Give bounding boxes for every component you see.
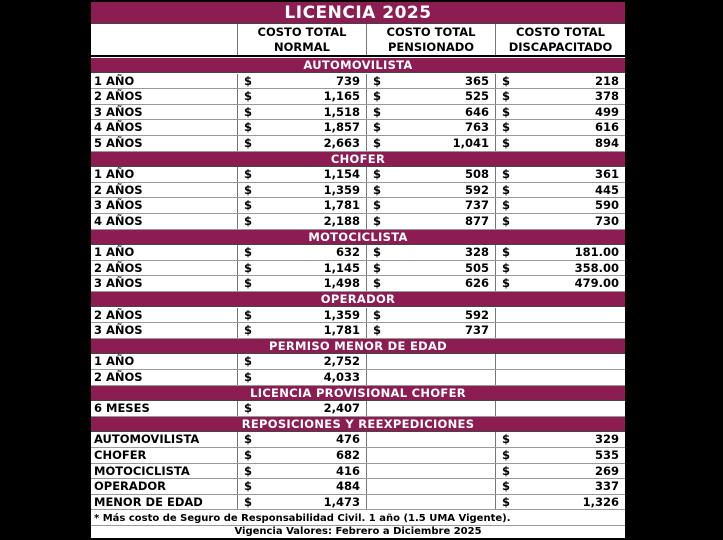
price-value: 484 bbox=[335, 479, 360, 494]
price-value: 1,359 bbox=[323, 307, 360, 322]
price-value: 1,498 bbox=[323, 276, 360, 291]
price-cell bbox=[366, 401, 495, 416]
row-label: 1 AÑO bbox=[94, 354, 135, 369]
price-value: 508 bbox=[464, 167, 489, 182]
price-value: 416 bbox=[335, 463, 360, 478]
currency-symbol: $ bbox=[373, 182, 382, 197]
price-cell bbox=[495, 323, 625, 338]
validity-note: Vigencia Valores: Febrero a Diciembre 2025 bbox=[234, 526, 482, 537]
table-row bbox=[91, 261, 625, 277]
price-cell bbox=[366, 323, 495, 338]
price-cell bbox=[495, 183, 625, 198]
currency-symbol: $ bbox=[502, 136, 511, 150]
row-label: 5 AÑOS bbox=[94, 136, 143, 150]
price-cell bbox=[366, 432, 495, 447]
table-row bbox=[91, 323, 625, 339]
currency-symbol: $ bbox=[373, 136, 382, 150]
price-value: 269 bbox=[594, 463, 619, 478]
price-cell bbox=[237, 276, 366, 291]
currency-symbol: $ bbox=[373, 323, 382, 338]
row-label: 1 AÑO bbox=[94, 245, 135, 260]
row-label: 6 MESES bbox=[94, 401, 150, 416]
price-value: 4,033 bbox=[323, 370, 360, 384]
price-value: 592 bbox=[464, 307, 489, 322]
price-value: 218 bbox=[594, 73, 619, 88]
price-value: 1,857 bbox=[323, 120, 360, 135]
table-row bbox=[91, 448, 625, 464]
price-value: 525 bbox=[464, 89, 489, 104]
price-cell bbox=[366, 183, 495, 198]
price-value: 1,359 bbox=[323, 182, 360, 197]
table-row bbox=[91, 136, 625, 152]
price-cell bbox=[366, 448, 495, 463]
price-cell bbox=[495, 370, 625, 385]
table-row bbox=[91, 105, 625, 121]
price-cell bbox=[495, 120, 625, 135]
price-cell bbox=[495, 495, 625, 510]
price-cell bbox=[495, 261, 625, 276]
currency-symbol: $ bbox=[244, 136, 253, 150]
header-pensionado: COSTO TOTAL PENSIONADO bbox=[366, 24, 495, 55]
currency-symbol: $ bbox=[502, 214, 511, 228]
price-value: 894 bbox=[594, 136, 619, 150]
currency-symbol: $ bbox=[244, 182, 253, 197]
currency-symbol: $ bbox=[244, 479, 253, 494]
price-value: 877 bbox=[464, 214, 489, 228]
price-value: 505 bbox=[464, 260, 489, 275]
price-value: 646 bbox=[464, 104, 489, 119]
row-label: 2 AÑOS bbox=[94, 307, 143, 322]
price-cell bbox=[495, 276, 625, 291]
price-value: 535 bbox=[594, 448, 619, 462]
section-header: OPERADOR bbox=[91, 292, 625, 307]
price-cell bbox=[366, 105, 495, 120]
currency-symbol: $ bbox=[502, 494, 511, 509]
price-value: 763 bbox=[464, 120, 489, 135]
price-cell bbox=[366, 495, 495, 510]
price-cell bbox=[495, 74, 625, 89]
price-cell bbox=[495, 198, 625, 213]
row-label: 3 AÑOS bbox=[94, 276, 143, 291]
currency-symbol: $ bbox=[373, 307, 382, 322]
price-cell bbox=[237, 354, 366, 369]
row-label: OPERADOR bbox=[94, 479, 166, 494]
price-cell bbox=[366, 261, 495, 276]
price-value: 1,145 bbox=[323, 260, 360, 275]
row-label: CHOFER bbox=[94, 448, 147, 462]
table-row bbox=[91, 198, 625, 214]
price-cell bbox=[237, 495, 366, 510]
row-label: 3 AÑOS bbox=[94, 104, 143, 119]
price-value: 2,752 bbox=[323, 354, 360, 369]
price-value: 1,781 bbox=[323, 323, 360, 338]
currency-symbol: $ bbox=[502, 448, 511, 462]
price-cell bbox=[237, 323, 366, 338]
price-cell bbox=[237, 120, 366, 135]
table-row bbox=[91, 308, 625, 324]
table-row bbox=[91, 464, 625, 480]
price-value: 358.00 bbox=[574, 260, 619, 275]
price-cell bbox=[366, 464, 495, 479]
price-cell bbox=[366, 479, 495, 494]
table-row bbox=[91, 432, 625, 448]
currency-symbol: $ bbox=[244, 214, 253, 228]
price-value: 730 bbox=[594, 214, 619, 228]
price-cell bbox=[237, 105, 366, 120]
column-header-row bbox=[91, 24, 625, 57]
price-cell bbox=[366, 245, 495, 260]
row-label: 2 AÑOS bbox=[94, 370, 143, 384]
price-value: 328 bbox=[464, 245, 489, 260]
price-cell bbox=[237, 261, 366, 276]
currency-symbol: $ bbox=[373, 260, 382, 275]
currency-symbol: $ bbox=[373, 198, 382, 213]
price-cell bbox=[495, 464, 625, 479]
price-value: 616 bbox=[594, 120, 619, 135]
row-label: 1 AÑO bbox=[94, 73, 135, 88]
price-value: 337 bbox=[594, 479, 619, 494]
currency-symbol: $ bbox=[373, 120, 382, 135]
section-header: REPOSICIONES Y REEXPEDICIONES bbox=[91, 417, 625, 432]
currency-symbol: $ bbox=[244, 401, 253, 416]
price-cell bbox=[237, 464, 366, 479]
price-value: 181.00 bbox=[574, 245, 619, 260]
price-cell bbox=[495, 105, 625, 120]
currency-symbol: $ bbox=[244, 260, 253, 275]
currency-symbol: $ bbox=[502, 104, 511, 119]
section-header: CHOFER bbox=[91, 152, 625, 167]
header-normal: COSTO TOTAL NORMAL bbox=[237, 24, 366, 55]
price-cell bbox=[366, 120, 495, 135]
table-title: LICENCIA 2025 bbox=[91, 2, 625, 24]
price-cell bbox=[237, 214, 366, 229]
currency-symbol: $ bbox=[373, 167, 382, 182]
price-cell bbox=[237, 198, 366, 213]
price-cell bbox=[366, 89, 495, 104]
currency-symbol: $ bbox=[244, 167, 253, 182]
row-label: AUTOMOVILISTA bbox=[94, 432, 200, 447]
section-header: PERMISO MENOR DE EDAD bbox=[91, 339, 625, 354]
price-cell bbox=[495, 214, 625, 229]
price-cell bbox=[237, 432, 366, 447]
currency-symbol: $ bbox=[502, 432, 511, 447]
row-label: 3 AÑOS bbox=[94, 198, 143, 213]
table-row bbox=[91, 183, 625, 199]
price-cell bbox=[366, 167, 495, 182]
price-cell bbox=[366, 136, 495, 151]
row-label: MOTOCICLISTA bbox=[94, 463, 190, 478]
currency-symbol: $ bbox=[244, 307, 253, 322]
currency-symbol: $ bbox=[244, 494, 253, 509]
price-value: 2,407 bbox=[323, 401, 360, 416]
price-cell bbox=[237, 89, 366, 104]
price-value: 632 bbox=[335, 245, 360, 260]
row-label: 2 AÑOS bbox=[94, 89, 143, 104]
currency-symbol: $ bbox=[373, 214, 382, 228]
price-cell bbox=[237, 401, 366, 416]
price-cell bbox=[366, 198, 495, 213]
price-cell bbox=[366, 308, 495, 323]
currency-symbol: $ bbox=[373, 276, 382, 291]
price-cell bbox=[495, 308, 625, 323]
table-row bbox=[91, 479, 625, 495]
price-value: 626 bbox=[464, 276, 489, 291]
currency-symbol: $ bbox=[244, 463, 253, 478]
table-row bbox=[91, 495, 625, 511]
row-label: 2 AÑOS bbox=[94, 260, 143, 275]
currency-symbol: $ bbox=[502, 463, 511, 478]
price-value: 1,165 bbox=[323, 89, 360, 104]
table-row bbox=[91, 89, 625, 105]
row-label: 4 AÑOS bbox=[94, 120, 143, 135]
price-value: 1,518 bbox=[323, 104, 360, 119]
price-value: 365 bbox=[464, 73, 489, 88]
license-price-table bbox=[91, 2, 625, 538]
price-cell bbox=[237, 167, 366, 182]
currency-symbol: $ bbox=[502, 120, 511, 135]
footnote: * Más costo de Seguro de Responsabilidad Civil. 1 año (1.5 UMA Vigente). bbox=[91, 511, 625, 526]
price-cell bbox=[237, 245, 366, 260]
row-label: 4 AÑOS bbox=[94, 214, 143, 228]
row-label: MENOR DE EDAD bbox=[94, 494, 203, 509]
price-value: 479.00 bbox=[574, 276, 619, 291]
currency-symbol: $ bbox=[244, 198, 253, 213]
currency-symbol: $ bbox=[502, 479, 511, 494]
price-value: 1,041 bbox=[452, 136, 489, 150]
price-value: 1,154 bbox=[323, 167, 360, 182]
price-value: 1,326 bbox=[582, 494, 619, 509]
price-cell bbox=[495, 89, 625, 104]
currency-symbol: $ bbox=[502, 182, 511, 197]
currency-symbol: $ bbox=[502, 167, 511, 182]
section-header: AUTOMOVILISTA bbox=[91, 58, 625, 73]
currency-symbol: $ bbox=[244, 104, 253, 119]
table-row bbox=[91, 245, 625, 261]
price-cell bbox=[237, 479, 366, 494]
currency-symbol: $ bbox=[502, 245, 511, 260]
price-cell bbox=[237, 136, 366, 151]
price-cell bbox=[495, 354, 625, 369]
price-value: 590 bbox=[594, 198, 619, 213]
price-cell bbox=[495, 479, 625, 494]
table-row bbox=[91, 276, 625, 292]
price-cell bbox=[495, 432, 625, 447]
price-value: 2,663 bbox=[323, 136, 360, 150]
header-discapacitado: COSTO TOTAL DISCAPACITADO bbox=[495, 24, 625, 55]
price-cell bbox=[495, 401, 625, 416]
currency-symbol: $ bbox=[502, 260, 511, 275]
price-cell bbox=[366, 276, 495, 291]
currency-symbol: $ bbox=[244, 432, 253, 447]
currency-symbol: $ bbox=[373, 89, 382, 104]
currency-symbol: $ bbox=[373, 245, 382, 260]
price-value: 682 bbox=[335, 448, 360, 462]
price-value: 737 bbox=[464, 198, 489, 213]
price-value: 445 bbox=[594, 182, 619, 197]
price-value: 1,781 bbox=[323, 198, 360, 213]
price-cell bbox=[237, 74, 366, 89]
table-row bbox=[91, 74, 625, 90]
table-row bbox=[91, 214, 625, 230]
price-value: 592 bbox=[464, 182, 489, 197]
currency-symbol: $ bbox=[244, 370, 253, 384]
price-value: 1,473 bbox=[323, 494, 360, 509]
price-value: 2,188 bbox=[323, 214, 360, 228]
row-label: 1 AÑO bbox=[94, 167, 135, 182]
section-header: LICENCIA PROVISIONAL CHOFER bbox=[91, 386, 625, 401]
price-value: 378 bbox=[594, 89, 619, 104]
price-value: 329 bbox=[594, 432, 619, 447]
currency-symbol: $ bbox=[373, 104, 382, 119]
price-cell bbox=[366, 370, 495, 385]
row-label: 3 AÑOS bbox=[94, 323, 143, 338]
currency-symbol: $ bbox=[502, 198, 511, 213]
price-cell bbox=[237, 448, 366, 463]
row-label: 2 AÑOS bbox=[94, 182, 143, 197]
price-cell bbox=[237, 370, 366, 385]
table-row bbox=[91, 370, 625, 386]
currency-symbol: $ bbox=[502, 89, 511, 104]
price-cell bbox=[237, 183, 366, 198]
price-cell bbox=[366, 354, 495, 369]
currency-symbol: $ bbox=[244, 73, 253, 88]
price-value: 737 bbox=[464, 323, 489, 338]
section-header: MOTOCICLISTA bbox=[91, 230, 625, 245]
price-value: 739 bbox=[335, 73, 360, 88]
currency-symbol: $ bbox=[244, 245, 253, 260]
table-row bbox=[91, 401, 625, 417]
table-row bbox=[91, 120, 625, 136]
price-value: 361 bbox=[594, 167, 619, 182]
price-cell bbox=[366, 74, 495, 89]
currency-symbol: $ bbox=[244, 276, 253, 291]
currency-symbol: $ bbox=[244, 354, 253, 369]
table-row bbox=[91, 167, 625, 183]
price-cell bbox=[495, 245, 625, 260]
price-cell bbox=[495, 448, 625, 463]
price-cell bbox=[495, 136, 625, 151]
price-value: 476 bbox=[335, 432, 360, 447]
currency-symbol: $ bbox=[502, 73, 511, 88]
currency-symbol: $ bbox=[244, 120, 253, 135]
price-cell bbox=[237, 308, 366, 323]
price-cell bbox=[495, 167, 625, 182]
table-row bbox=[91, 354, 625, 370]
currency-symbol: $ bbox=[244, 89, 253, 104]
price-value: 499 bbox=[594, 104, 619, 119]
currency-symbol: $ bbox=[502, 276, 511, 291]
currency-symbol: $ bbox=[244, 323, 253, 338]
price-cell bbox=[366, 214, 495, 229]
currency-symbol: $ bbox=[373, 73, 382, 88]
currency-symbol: $ bbox=[244, 448, 253, 462]
